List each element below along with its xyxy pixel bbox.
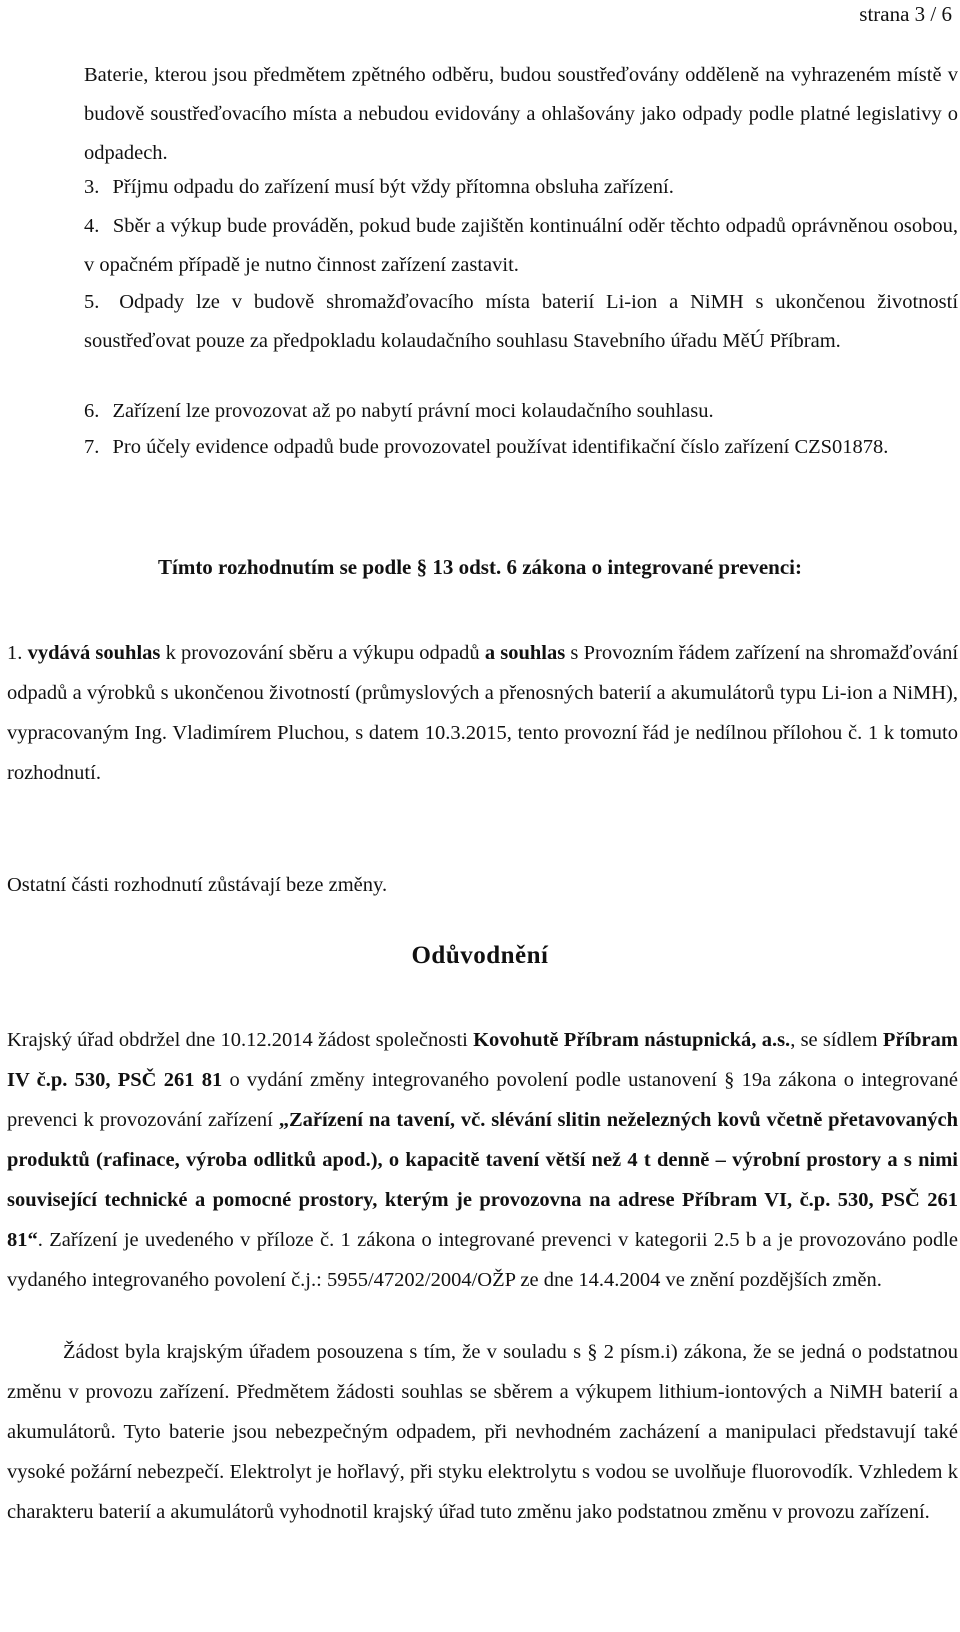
list-item-text: Sběr a výkup bude prováděn, pokud bude zajištěn kontinuální oděr těchto odpadů oprávněnou osobou, v opačném případě je nutno činnost zařízení zastavit. (84, 215, 959, 276)
list-item-text: Příjmu odpadu do zařízení musí být vždy přítomna obsluha zařízení. (112, 176, 674, 198)
just1-text-1: Krajský úřad obdržel dne 10.12.2014 žádost společnosti (7, 1029, 474, 1051)
list-item-number: 3. (84, 176, 100, 198)
list-item-3 (84, 168, 958, 207)
list-item-4 (84, 207, 958, 285)
just1-bold-2: Příbram IV č.p. 530, PSČ 261 81 (7, 1029, 958, 1091)
intro-paragraph: Baterie, kterou jsou předmětem zpětného odběru, budou soustřeďovány odděleně na vyhrazeném místě v budově soustřeďovacího místa a nebudou evidovány a ohlašovány jako odpady podle platné legislativy o odpadech. (84, 64, 958, 164)
decision-paragraph (7, 633, 958, 793)
other-parts-text: Ostatní části rozhodnutí zůstávají beze změny. (7, 874, 388, 896)
just1-text-3: o vydání změny integrovaného povolení podle ustanovení § 19a zákona o integrované prevenci k provozování zařízení (7, 1069, 959, 1131)
list-item-text: Zařízení lze provozovat až po nabytí právní moci kolaudačního souhlasu. (112, 400, 714, 422)
list-item-6 (84, 392, 958, 431)
just1-text-2: , se sídlem (790, 1029, 883, 1051)
list-item-number: 4. (84, 215, 100, 237)
page-number: strana 3 / 6 (859, 2, 952, 26)
just1-bold-3: „Zařízení na tavení, vč. slévání slitin neželezných kovů včetně přetavovaných produktů (rafinace, výroba odlitků apod.), o kapacitě tavení větší než 4 t denně – výrobní prostory a s nimi související technické a pomocné prostory, kterým je provozovna na adrese Příbram VI, č.p. 530, PSČ 261 81“ (7, 1109, 959, 1251)
just1-text-4: . Zařízení je uvedeného v příloze č. 1 zákona o integrované prevenci v kategorii 2.5 b a je provozováno podle vydaného integrovaného povolení č.j.: 5955/47202/2004/OŽP ze dne 14.4.2004 ve znění pozdějších změn. (7, 1229, 958, 1291)
list-item-number: 6. (84, 400, 100, 422)
just1-bold-1: Kovohutě Příbram nástupnická, a.s. (473, 1029, 791, 1051)
list-item-text: Odpady lze v budově shromažďovacího místa baterií Li-ion a NiMH s ukončenou životností soustřeďovat pouze za předpokladu kolaudačního souhlasu Stavebního úřadu MěÚ Příbram. (84, 291, 959, 352)
section-heading: Tímto rozhodnutím se podle § 13 odst. 6 zákona o integrované prevenci: (157, 555, 803, 579)
list-item-number: 7. (84, 436, 100, 458)
list-item-5 (84, 283, 958, 361)
list-item-7 (84, 428, 958, 467)
decision-text-2: s Provozním řádem zařízení na shromažďování odpadů a výrobků s ukončenou životností (průmyslových a přenosných baterií a akumulátorů typu Li-ion a NiMH), vypracovaným Ing. Vladimírem Pluchou, s datem 10.3.2015, tento provozní řád je nedílnou přílohou č. 1 k tomuto rozhodnutí. (7, 642, 959, 784)
list-item-text: Pro účely evidence odpadů bude provozovatel používat identifikační číslo zařízení CZS01878. (112, 436, 889, 458)
decision-bold-2: a souhlas (484, 642, 566, 664)
justification-heading: Odůvodnění (411, 942, 549, 969)
decision-bold-1: vydává souhlas (27, 642, 161, 664)
decision-text-1: k provozování sběru a výkupu odpadů (160, 642, 485, 664)
justification-paragraph-2: Žádost byla krajským úřadem posouzena s tím, že v souladu s § 2 písm.i) zákona, že se jedná o podstatnou změnu v provozu zařízení. Předmětem žádosti souhlas se sběrem a výkupem lithium-iontových a NiMH baterií a akumulátorů. Tyto baterie jsou nebezpečným odpadem, při nevhodném zacházení a manipulaci představují také vysoké požární nebezpečí. Elektrolyt je hořlavý, při styku elektrolytu s vodou se uvolňuje fluorovodík. Vzhledem k charakteru baterií a akumulátorů vyhodnotil krajský úřad tuto změnu jako podstatnou změnu v provozu zařízení. (7, 1341, 958, 1523)
list-item-number: 5. (84, 291, 100, 313)
justification-paragraph-1 (7, 1020, 958, 1300)
decision-number: 1. (7, 642, 23, 664)
